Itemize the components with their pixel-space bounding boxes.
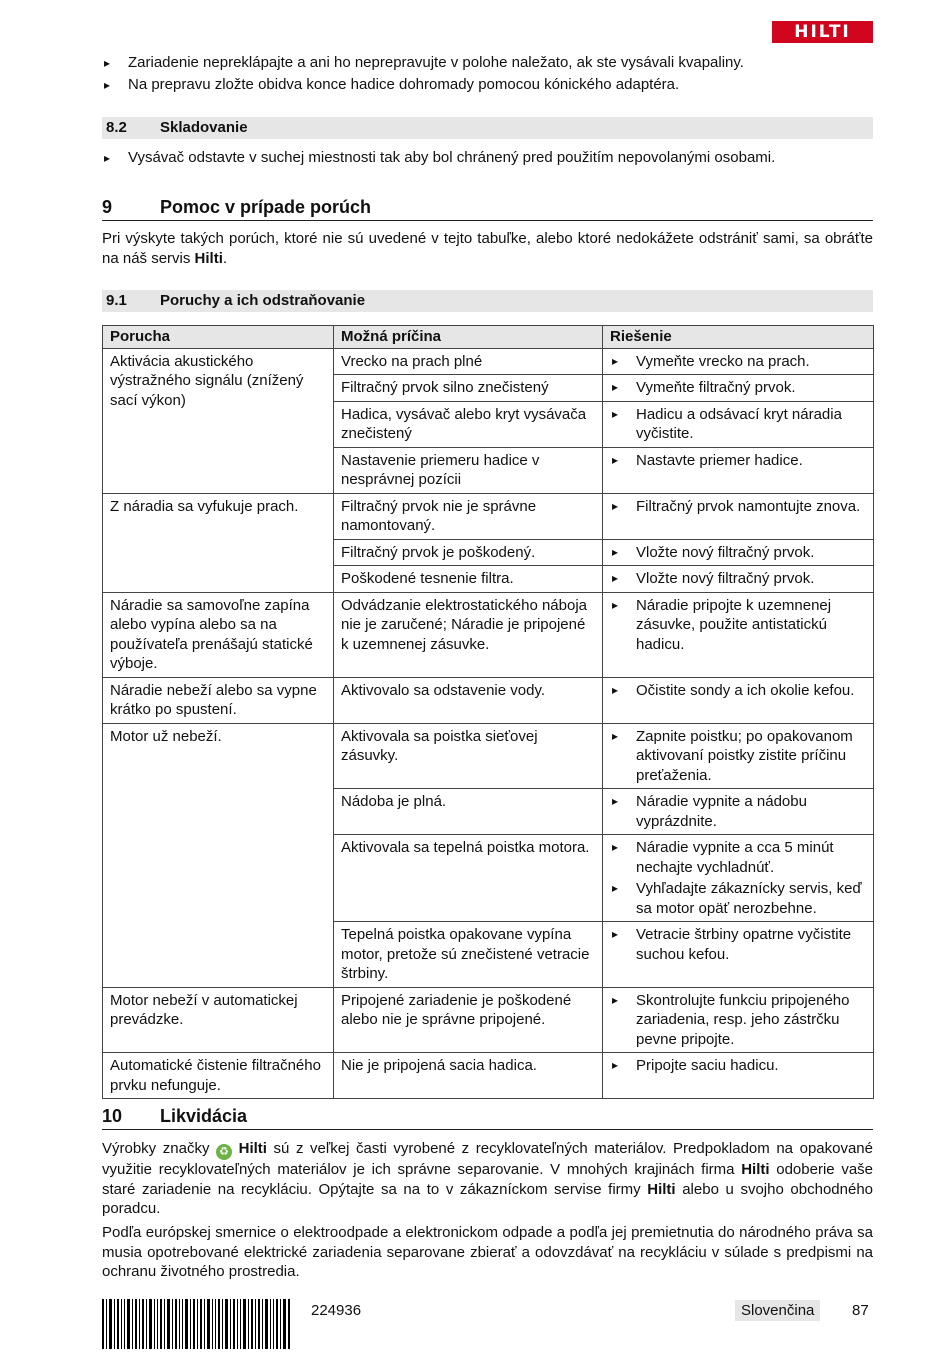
section-number: 8.2 [106,119,127,136]
solution-item: ▸ Vložte nový filtračný prvok. [603,569,867,589]
solution-item: ▸ Náradie vypnite a nádobu vyprázdnite. [603,792,867,831]
solution-cell [603,493,874,539]
section-10-heading [102,1104,873,1130]
solution-cell [603,922,874,988]
cause-cell: Tepelná poistka opakovane vypína motor, pretože sú znečistené vetracie štrbiny. [334,922,603,988]
solution-cell [603,375,874,402]
table-row [103,723,874,789]
table-row [103,677,874,723]
solution-cell [603,987,874,1053]
solution-item: ▸ Vymeňte vrecko na prach. [603,352,867,372]
column-header-solution: Riešenie [603,326,874,349]
text-run: alebo u svojho obchodného poradcu. [102,1180,874,1217]
solution-item: ▸ Nastavte priemer hadice. [603,451,867,471]
solution-item: ▸ Očistite sondy a ich okolie kefou. [603,681,867,701]
solution-cell [603,1053,874,1099]
solution-cell [603,539,874,566]
section-number: 9 [102,197,113,217]
table-row [103,348,874,375]
fault-cell: Aktivácia akustického výstražného signálu (znížený sací výkon) [103,348,334,493]
cause-cell: Nie je pripojená sacia hadica. [334,1053,603,1099]
column-header-cause: Možná príčina [334,326,603,349]
text-run: Výrobky značky [102,1140,210,1157]
table-row [103,592,874,677]
section-9-intro [102,229,873,268]
section-title: Likvidácia [160,1106,248,1126]
solution-item: ▸ Vetracie štrbiny opatrne vyčistite suchou kefou. [603,925,867,964]
cause-cell: Aktivovala sa tepelná poistka motora. [334,835,603,922]
solution-item: ▸ Vymeňte filtračný prvok. [603,378,867,398]
solution-cell [603,348,874,375]
intro-text: Pri výskyte takých porúch, ktoré nie sú uvedené v tejto tabuľke, alebo ktoré nedokážete odstrániť sami, sa obráťte na náš servis [102,230,873,267]
storage-list [104,147,775,169]
solution-item: ▸ Vyhľadajte zákaznícky servis, keď sa motor opäť nerozbehne. [603,879,867,918]
section-8-2-heading [102,117,873,139]
solution-item: ▸ Pripojte saciu hadicu. [603,1056,867,1076]
fault-cell: Z náradia sa vyfukuje prach. [103,493,334,592]
brand-name: Hilti [741,1161,770,1178]
barcode [102,1299,291,1349]
solution-item: ▸ Hadicu a odsávací kryt náradia vyčistite. [603,405,867,444]
cause-cell: Nádoba je plná. [334,789,603,835]
section-title: Pomoc v prípade porúch [160,197,372,217]
cause-cell: Filtračný prvok silno znečistený [334,375,603,402]
text-run: odoberie vaše staré zariadenie na recykláciu. Opýtajte sa na to v zákazníckom servise firmy [102,1161,873,1198]
column-header-fault: Porucha [103,326,334,349]
language-label: Slovenčina [735,1300,820,1321]
transport-list [104,52,744,96]
cause-cell: Vrecko na prach plné [334,348,603,375]
solution-item: ▸ Náradie pripojte k uzemnenej zásuvke, použite antistatickú hadicu. [603,596,867,655]
weee-paragraph: Podľa európskej smernice o elektroodpade a elektronickom odpade a podľa jej premietnutia do národného práva sa musia opotrebované elektrické zariadenia separovane zbierať a odovzdávať na recykláciu v súlade s predpismi na ochranu životného prostredia. [102,1224,873,1280]
cause-cell: Aktivovalo sa odstavenie vody. [334,677,603,723]
brand-name: Hilti [194,249,223,267]
solution-cell [603,592,874,677]
solution-cell [603,835,874,922]
cause-cell: Hadica, vysávač alebo kryt vysávača znečistený [334,401,603,447]
table-row [103,1053,874,1099]
section-number: 10 [102,1106,123,1126]
section-9-1-heading [102,290,873,312]
disposal-paragraph [102,1139,873,1219]
cause-cell: Filtračný prvok je poškodený. [334,539,603,566]
solution-cell [603,677,874,723]
hilti-logo: HILTI [772,21,873,43]
solution-cell [603,447,874,493]
table-header-row [103,326,874,349]
section-title: Skladovanie [160,119,248,136]
cause-cell: Filtračný prvok nie je správne namontovaný. [334,493,603,539]
page-number: 87 [852,1302,869,1319]
fault-cell: Motor už nebeží. [103,723,334,987]
solution-cell [603,401,874,447]
fault-cell: Náradie nebeží alebo sa vypne krátko po spustení. [103,677,334,723]
solution-item: ▸ Filtračný prvok namontujte znova. [603,497,867,517]
solution-cell [603,566,874,593]
solution-item: ▸ Náradie vypnite a cca 5 minút nechajte vychladnúť. [603,838,867,877]
solution-cell [603,789,874,835]
cause-cell: Nastavenie priemeru hadice v nesprávnej pozícii [334,447,603,493]
solution-item: ▸ Vložte nový filtračný prvok. [603,543,867,563]
section-number: 9.1 [106,292,127,309]
fault-cell: Náradie sa samovoľne zapína alebo vypína alebo sa na používateľa prenášajú statické výboje. [103,592,334,677]
cause-cell: Aktivovala sa poistka sieťovej zásuvky. [334,723,603,789]
fault-cell: Automatické čistenie filtračného prvku nefunguje. [103,1053,334,1099]
table-row [103,493,874,539]
brand-name: Hilti [647,1180,676,1198]
list-item: ▸ Zariadenie nepreklápajte a ani ho neprepravujte v polohe naležato, ak ste vysávali kvapaliny. [104,52,744,74]
section-title: Poruchy a ich odstraňovanie [160,292,366,309]
brand-name: Hilti [238,1140,267,1157]
table-row [103,987,874,1053]
cause-cell: Pripojené zariadenie je poškodené alebo nie je správne pripojené. [334,987,603,1053]
list-item: ▸ Na prepravu zložte obidva konce hadice dohromady pomocou kónického adaptéra. [104,74,744,96]
cause-cell: Poškodené tesnenie filtra. [334,566,603,593]
list-item: ▸ Vysávač odstavte v suchej miestnosti tak aby bol chránený pred použitím nepovolanými osobami. [104,147,775,169]
document-number: 224936 [311,1302,362,1319]
text-run: sú z veľkej časti vyrobené z recyklovateľných materiálov. Predpokladom na opakované využitie recyklovateľných materiálov je ich správne separovanie. V mnohých krajinách firma [102,1140,873,1178]
solution-item: ▸ Skontrolujte funkciu pripojeného zariadenia, resp. jeho zástrčku pevne pripojte. [603,991,867,1050]
recycle-icon: ♻ [216,1144,232,1160]
solution-item: ▸ Zapnite poistku; po opakovanom aktivovaní poistky zistite príčinu preťaženia. [603,727,867,786]
solution-cell [603,723,874,789]
section-9-heading [102,195,873,221]
fault-cell: Motor nebeží v automatickej prevádzke. [103,987,334,1053]
troubleshooting-table [102,325,874,1099]
cause-cell: Odvádzanie elektrostatického náboja nie je zaručené; Náradie je pripojené k uzemnenej zásuvke. [334,592,603,677]
intro-end: . [222,249,228,267]
